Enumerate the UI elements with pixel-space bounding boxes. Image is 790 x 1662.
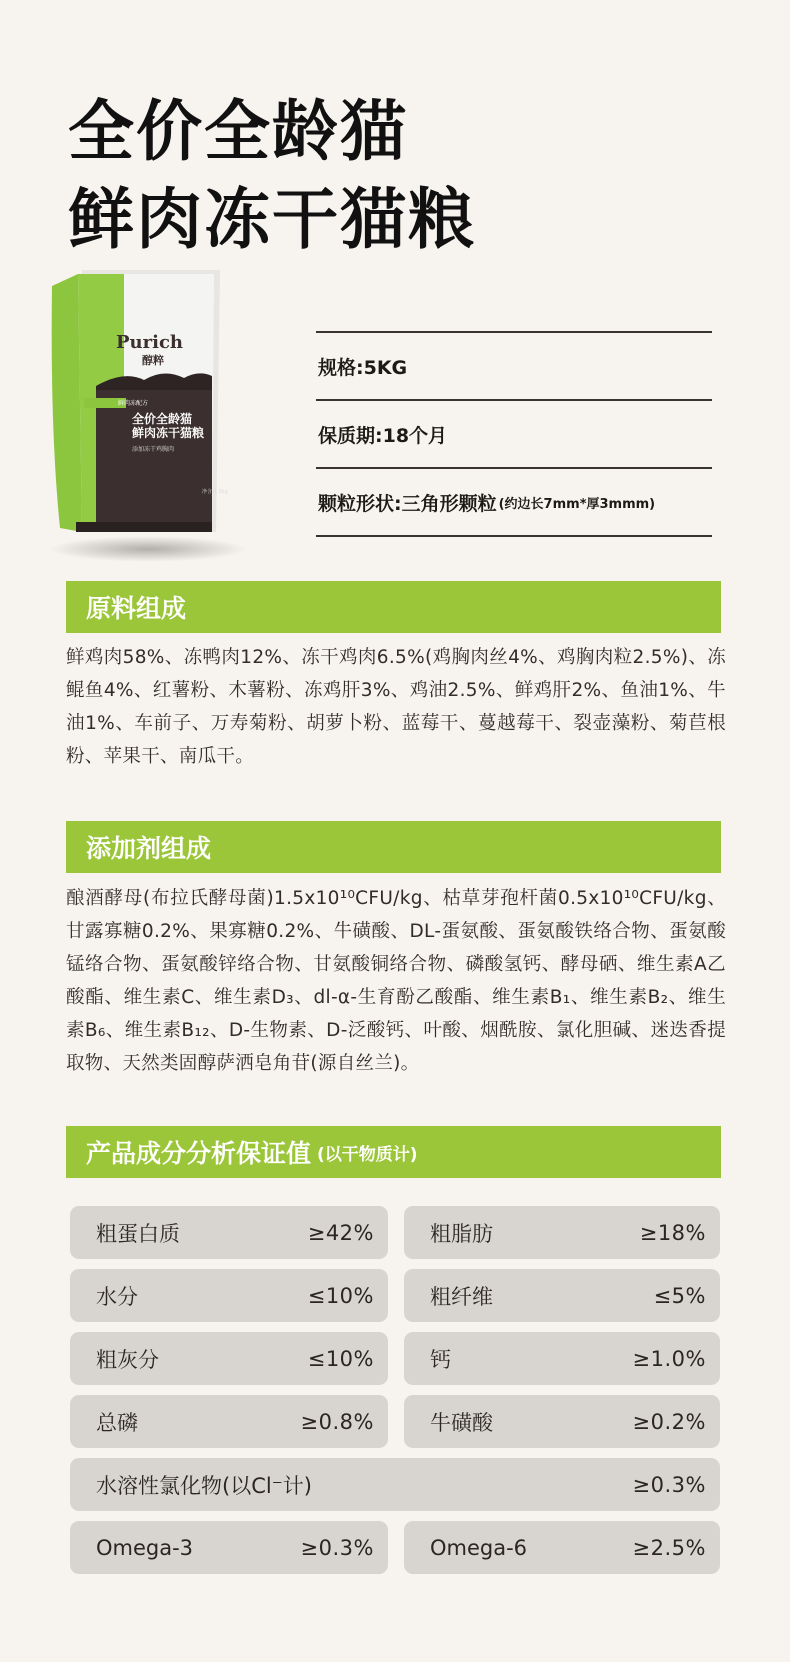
- analysis-cell: [404, 1269, 720, 1322]
- spec-label: 保质期:18个月: [318, 424, 448, 447]
- analysis-value: ≥2.5%: [632, 1535, 706, 1560]
- analysis-cell-wide: [70, 1458, 720, 1511]
- analysis-value: ≤10%: [307, 1346, 374, 1371]
- analysis-name: Omega-6: [430, 1535, 528, 1560]
- ingredients-text: 鲜鸡肉58%、冻鸭肉12%、冻干鸡肉6.5%(鸡胸肉丝4%、鸡胸肉粒2.5%)、冻鲲鱼4%、红薯粉、木薯粉、冻鸡肝3%、鸡油2.5%、鲜鸡肝2%、鱼油1%、牛油1%、车前子、万寿菊粉、胡萝卜粉、蓝莓干、蔓越莓干、裂壶藻粉、菊苣根粉、苹果干、南瓜干。: [66, 647, 726, 767]
- analysis-name: 粗纤维: [430, 1284, 493, 1309]
- analysis-value: ≥0.3%: [300, 1535, 374, 1560]
- analysis-cell: [70, 1269, 388, 1322]
- analysis-cell: [70, 1332, 388, 1385]
- analysis-name: 牛磺酸: [430, 1410, 493, 1435]
- spec-table: [316, 331, 712, 537]
- divider: [316, 535, 712, 537]
- section-title: 原料组成: [86, 594, 187, 623]
- spec-label: 颗粒形状:三角形颗粒: [318, 492, 497, 515]
- page-title: [68, 88, 476, 264]
- section-header-additives: [66, 821, 721, 873]
- analysis-name: 水分: [96, 1284, 138, 1309]
- bag-title-line-2: 鲜肉冻干猫粮: [132, 426, 205, 440]
- analysis-cell: [70, 1521, 388, 1574]
- analysis-cell: [404, 1521, 720, 1574]
- spec-note: (约边长7mm*厚3mmm): [498, 496, 656, 512]
- brand-logo: Purich: [116, 332, 183, 353]
- bag-title: [132, 412, 204, 440]
- brand-cn: 醇粹: [142, 354, 164, 367]
- spec-label: 规格:5KG: [318, 356, 408, 379]
- bag-title-line-1: 全价全龄猫: [132, 412, 193, 426]
- analysis-value: ≤10%: [307, 1283, 374, 1308]
- bag-weight: 净含量 5kg: [202, 489, 228, 495]
- spec-row: [316, 401, 712, 467]
- analysis-value: ≥0.8%: [300, 1409, 374, 1434]
- section-header-analysis: [66, 1126, 721, 1178]
- spec-row: [316, 469, 712, 535]
- analysis-cell: [404, 1332, 720, 1385]
- analysis-cell: [70, 1206, 388, 1259]
- analysis-value: ≥0.3%: [632, 1472, 706, 1497]
- product-bag-image: [34, 270, 244, 570]
- analysis-value: ≥1.0%: [632, 1346, 706, 1371]
- analysis-value: ≥0.2%: [632, 1409, 706, 1434]
- spec-row: [316, 333, 712, 399]
- analysis-cell: [404, 1206, 720, 1259]
- analysis-value: ≥42%: [307, 1220, 374, 1245]
- bag-subtitle: 添加冻干鸡胸肉: [132, 446, 175, 453]
- analysis-name: 粗灰分: [96, 1347, 159, 1372]
- analysis-name: Omega-3: [96, 1535, 194, 1560]
- analysis-name: 粗蛋白质: [96, 1221, 180, 1246]
- additives-text: 酿酒酵母(布拉氏酵母菌)1.5x10¹⁰CFU/kg、枯草芽孢杆菌0.5x10¹⁰CFU/kg、甘露寡糖0.2%、果寡糖0.2%、牛磺酸、DL-蛋氨酸、蛋氨酸铁络合物、蛋氨酸锰络合物、蛋氨酸锌络合物、甘氨酸铜络合物、磷酸氢钙、酵母硒、维生素A乙酸酯、维生素C、维生素D₃、dl-α-生育酚乙酸酯、维生素B₁、维生素B₂、维生素B₆、维生素B₁₂、D-生物素、D-泛酸钙、叶酸、烟酰胺、氯化胆碱、迷迭香提取物、天然类固醇萨洒皂角苷(源自丝兰)。: [66, 888, 726, 1074]
- analysis-name: 水溶性氯化物(以Cl⁻计): [96, 1473, 312, 1498]
- title-line-1: 全价全龄猫: [68, 93, 408, 170]
- bag-tag: 鲜肉冻配方: [118, 400, 149, 407]
- section-subtitle: (以干物质计): [317, 1144, 418, 1165]
- analysis-value: ≥18%: [639, 1220, 706, 1245]
- analysis-cell: [404, 1395, 720, 1448]
- analysis-name: 粗脂肪: [430, 1221, 493, 1246]
- title-line-2: 鲜肉冻干猫粮: [68, 181, 476, 258]
- section-title: 产品成分分析保证值: [86, 1139, 312, 1168]
- section-title: 添加剂组成: [86, 834, 212, 863]
- analysis-name: 钙: [430, 1347, 451, 1372]
- analysis-name: 总磷: [96, 1410, 138, 1435]
- analysis-value: ≤5%: [653, 1283, 706, 1308]
- section-header-ingredients: [66, 581, 721, 633]
- analysis-cell: [70, 1395, 388, 1448]
